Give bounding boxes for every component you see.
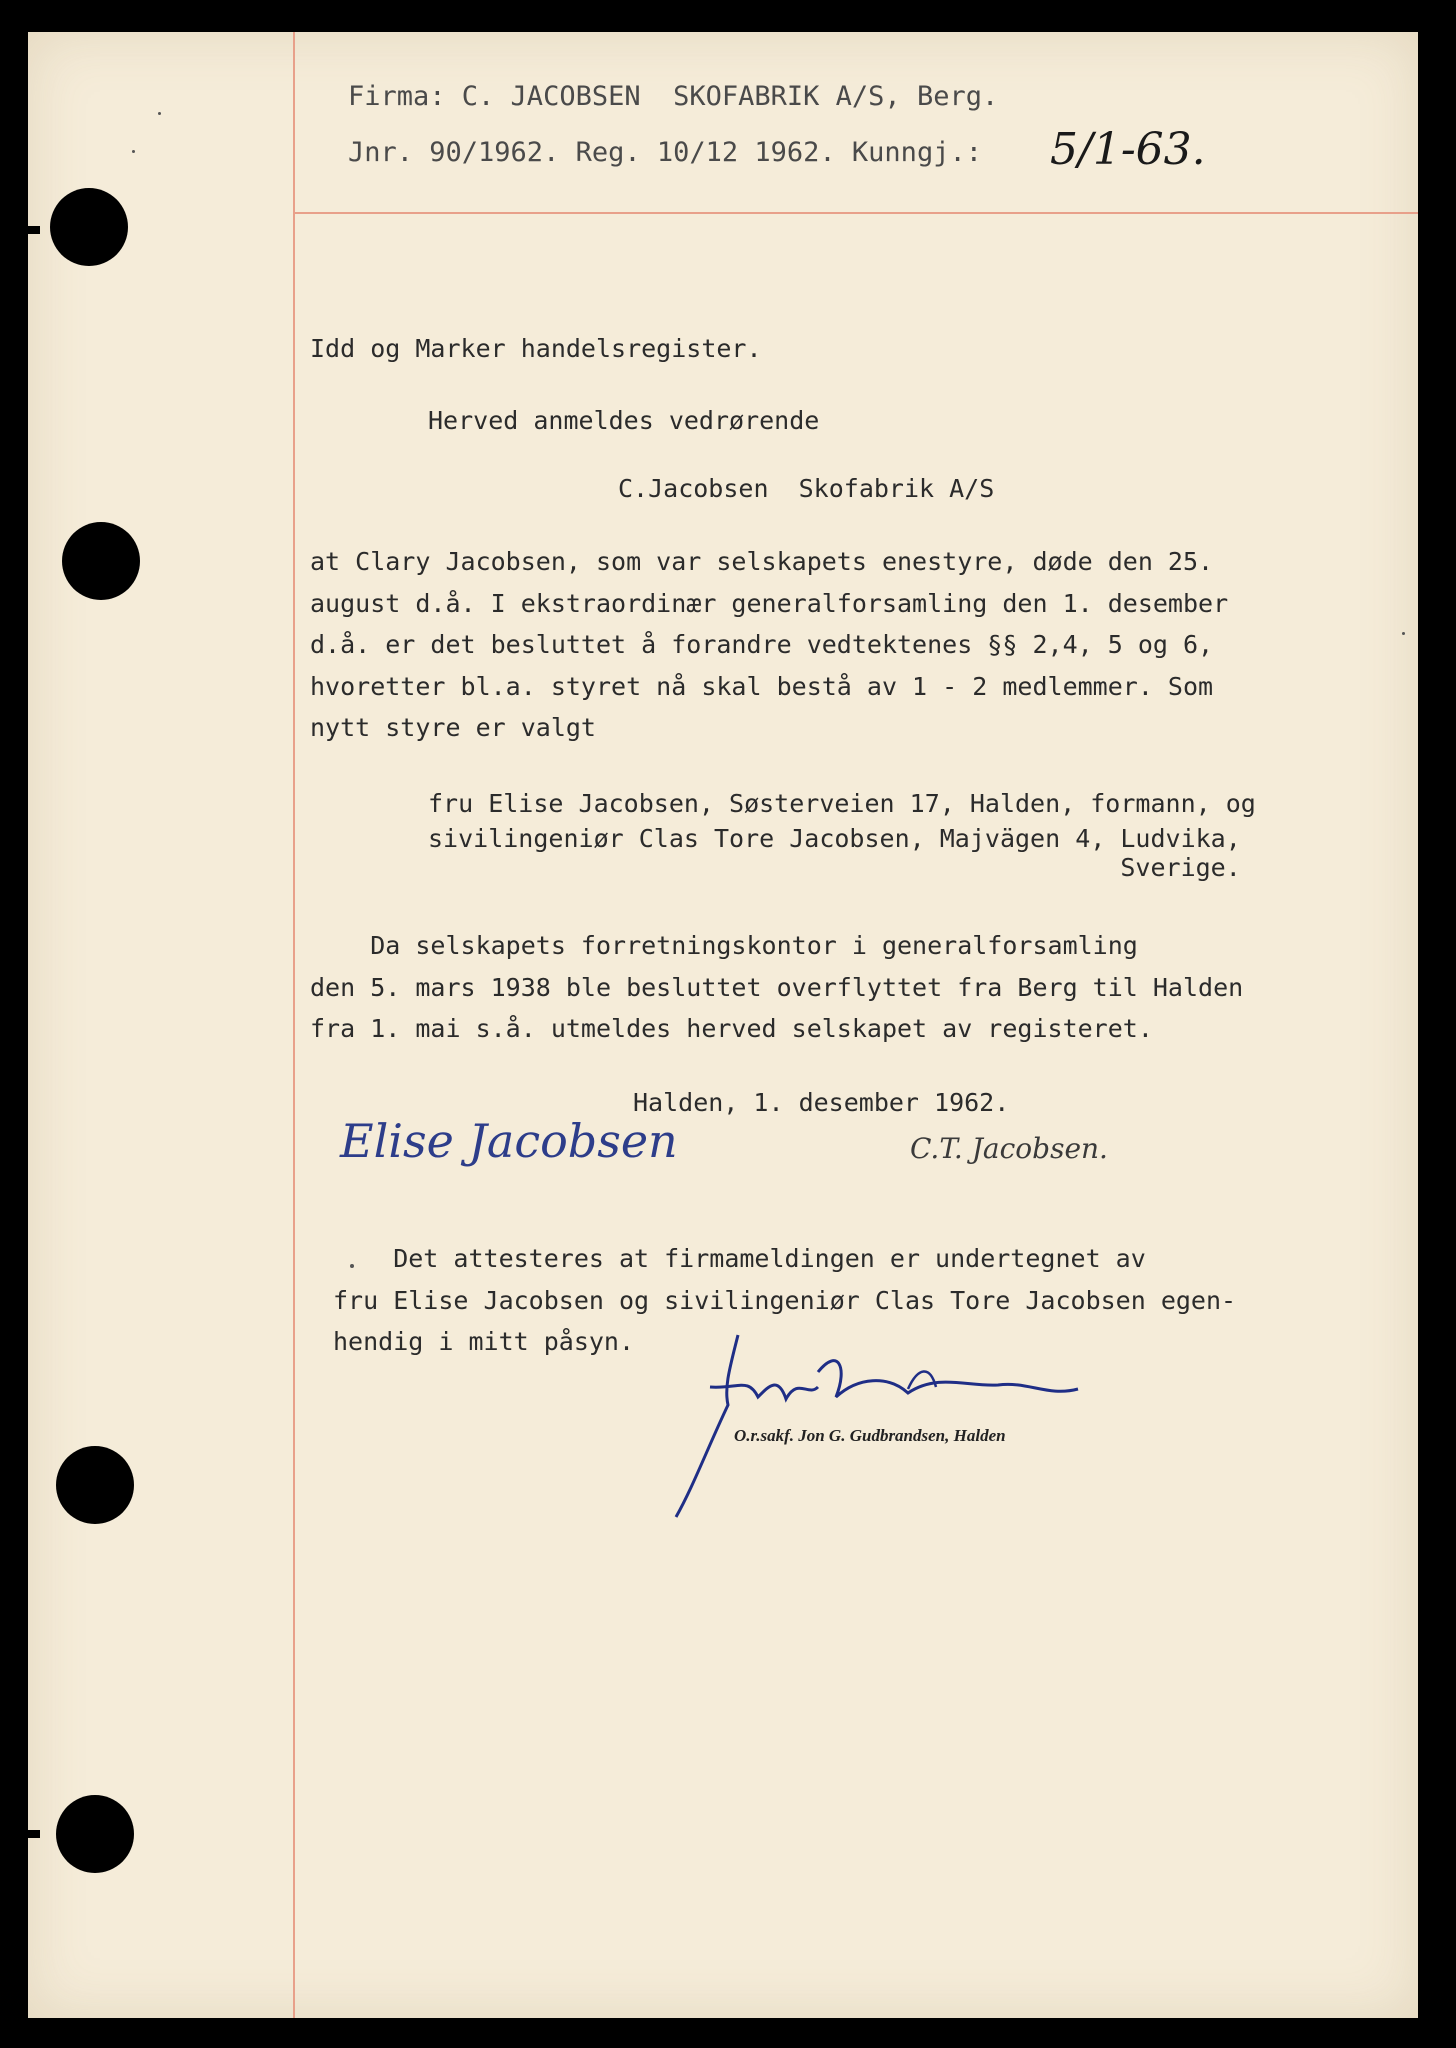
company-name: C.Jacobsen Skofabrik A/S xyxy=(618,474,995,503)
binder-hole xyxy=(56,1446,134,1524)
binder-hole xyxy=(50,188,128,266)
text-line: den 5. mars 1938 ble besluttet overflyttet fra Berg til Halden xyxy=(310,972,1244,1002)
text-line: fra 1. mai s.å. utmeldes herved selskapet av registeret. xyxy=(310,1014,1153,1043)
text-line: hendig i mitt påsyn. xyxy=(333,1327,635,1356)
intro-line: Herved anmeldes vedrørende xyxy=(428,406,820,435)
board-member: fru Elise Jacobsen, Søsterveien 17, Halden, formann, og xyxy=(428,789,1256,818)
text-line: hvoretter bl.a. styret nå skal bestå av 1 - 2 medlemmer. Som xyxy=(310,671,1214,701)
speck xyxy=(132,150,135,153)
signature-gudbrandsen-text xyxy=(668,1327,669,1328)
header-firm-line: Firma: C. JACOBSEN SKOFABRIK A/S, Berg. xyxy=(348,81,999,112)
margin-rule-vertical xyxy=(293,32,295,2018)
handwritten-kunngj-date: 5/1-63. xyxy=(1050,124,1206,175)
place-date: Halden, 1. desember 1962. xyxy=(633,1088,1010,1117)
text-line: at Clary Jacobsen, som var selskapets enestyre, døde den 25. xyxy=(310,547,1214,576)
margin-rule-horizontal xyxy=(293,212,1418,214)
board-member-country: Sverige. xyxy=(428,853,1241,882)
signature-elise: Elise Jacobsen xyxy=(340,1114,678,1168)
board-members-list xyxy=(428,783,1256,908)
registry-line: Idd og Marker handelsregister. xyxy=(310,334,762,363)
text-line: Det attesteres at firmameldingen er undertegnet av xyxy=(333,1244,1146,1273)
binder-hole xyxy=(62,522,140,600)
text-line: Da selskapets forretningskontor i generalforsamling xyxy=(310,931,1138,960)
lawyer-stamp: O.r.sakf. Jon G. Gudbrandsen, Halden xyxy=(734,1426,1006,1445)
binder-hole xyxy=(56,1795,134,1873)
text-line: nytt styre er valgt xyxy=(310,713,596,742)
text-line: august d.å. I ekstraordinær generalforsamling den 1. desember xyxy=(310,588,1229,618)
paragraph-office-move xyxy=(310,925,1243,1050)
binder-tab xyxy=(0,1830,40,1838)
text-line: fru Elise Jacobsen og sivilingeniør Clas Tore Jacobsen egen- xyxy=(333,1285,1237,1315)
speck xyxy=(158,112,161,115)
board-member: sivilingeniør Clas Tore Jacobsen, Majvägen 4, Ludvika, xyxy=(428,823,1241,853)
header-journal-line: Jnr. 90/1962. Reg. 10/12 1962. Kunngj.: xyxy=(348,137,982,168)
signature-ct: C.T. Jacobsen. xyxy=(910,1132,1108,1165)
text-line: d.å. er det besluttet å forandre vedtektenes §§ 2,4, 5 og 6, xyxy=(310,630,1214,659)
document-page xyxy=(28,32,1418,2018)
speck xyxy=(1402,632,1405,635)
binder-tab xyxy=(0,226,40,234)
paragraph-board-change xyxy=(310,541,1228,749)
